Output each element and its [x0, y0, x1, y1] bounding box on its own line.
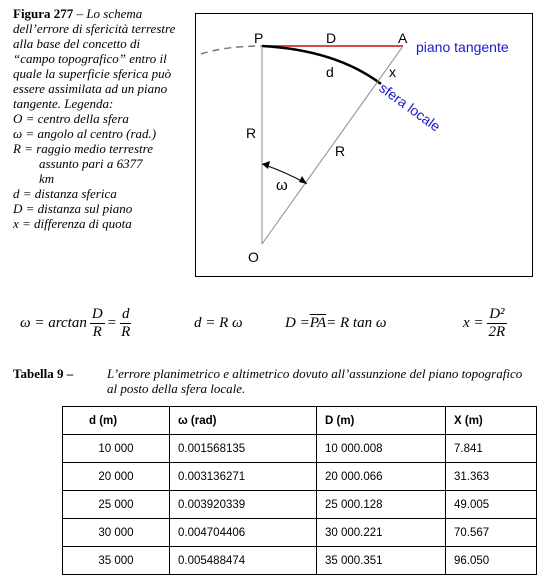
legend-item-r-unit: km: [39, 171, 55, 186]
label-D: D: [326, 30, 337, 46]
legend-item-d: d = distanza sferica: [13, 186, 117, 201]
diagram-svg: [196, 14, 534, 278]
cell-d: 35 000: [63, 547, 170, 575]
legend-item-D: D = distanza sul piano: [13, 201, 133, 216]
cell-x: 96.050: [446, 547, 537, 575]
legend-item-x: x = differenza di quota: [13, 216, 132, 231]
fraction-D-over-R: [90, 306, 105, 341]
sphere-dashed-arc: [201, 46, 262, 54]
cell-x: 31.363: [446, 463, 537, 491]
label-p: P: [254, 30, 264, 46]
formula-D-lhs: D =: [285, 314, 310, 331]
formula-omega-lhs: ω = arctan: [20, 314, 87, 331]
cell-d: 25 000: [63, 491, 170, 519]
figure-caption: [13, 6, 185, 231]
cell-D: 30 000.221: [317, 519, 446, 547]
cell-d: 10 000: [63, 435, 170, 463]
table-row: [63, 547, 537, 575]
error-table: [62, 406, 537, 575]
fraction-den: R: [121, 323, 131, 340]
cell-x: 7.841: [446, 435, 537, 463]
formula-x: [463, 297, 510, 349]
cell-D: 35 000.351: [317, 547, 446, 575]
sphere-arc: [262, 46, 381, 84]
label-r-right: R: [335, 143, 346, 159]
label-r-left: R: [246, 125, 257, 141]
cell-D: 20 000.066: [317, 463, 446, 491]
legend-item-r-cont: assunto pari a 6377: [39, 156, 143, 171]
cell-x: 49.005: [446, 491, 537, 519]
legend-item-o: O = centro della sfera: [13, 111, 129, 126]
header-D: D (m): [317, 407, 446, 435]
figure-label: Figura 277: [13, 6, 74, 21]
legend-item-omega: ω = angolo al centro (rad.): [13, 126, 157, 141]
cell-omega: 0.004704406: [170, 519, 317, 547]
cell-d: 20 000: [63, 463, 170, 491]
omega-arrow-left: [262, 161, 270, 169]
table-row: [63, 435, 537, 463]
cell-x: 70.567: [446, 519, 537, 547]
header-d: d (m): [63, 407, 170, 435]
label-o: O: [248, 249, 259, 265]
table-row: [63, 491, 537, 519]
cell-d: 30 000: [63, 519, 170, 547]
fraction-den: R: [92, 323, 102, 340]
label-omega: ω: [276, 177, 288, 194]
table-description: L’errore planimetrico e altimetrico dovuto all’assunzione del piano topografico al posto della sfera locale.: [107, 366, 523, 396]
fraction-den: 2R: [488, 323, 506, 340]
label-sfera-locale: sfera locale: [376, 79, 444, 135]
fraction-num: D²: [489, 305, 505, 322]
cell-D: 10 000.008: [317, 435, 446, 463]
formulas-row: [0, 297, 550, 349]
formula-D-segment: $\overline{PA}$: [309, 314, 327, 331]
omega-arrow-right: [299, 176, 307, 184]
table-label-dash: –: [63, 366, 74, 381]
fraction-num: D: [91, 305, 103, 322]
table-row: [63, 519, 537, 547]
header-omega: ω (rad): [170, 407, 317, 435]
formula-D: [285, 297, 386, 349]
table-label: [13, 366, 107, 381]
table-label-text: Tabella 9: [13, 366, 64, 381]
cell-omega: 0.001568135: [170, 435, 317, 463]
formula-D-rhs: = R tan ω: [326, 314, 387, 331]
cell-omega: 0.005488474: [170, 547, 317, 575]
table-caption: [13, 366, 538, 396]
label-d: d: [326, 64, 334, 80]
figure-description: – Lo schema dell’errore di sfericità terrestre alla base del concetto di “campo topografico” entro il quale la superficie sferica può essere assimilata ad un piano tangente. Legenda:: [13, 6, 176, 111]
label-a: A: [398, 30, 408, 46]
formula-omega: [20, 297, 135, 349]
legend-item-r: R = raggio medio terrestre: [13, 141, 153, 156]
cell-omega: 0.003920339: [170, 491, 317, 519]
fraction-D2-over-2R: [487, 306, 508, 341]
table-row: [63, 463, 537, 491]
label-piano-tangente: piano tangente: [416, 39, 509, 55]
fraction-d-over-R: [119, 306, 132, 341]
fraction-num: d: [121, 305, 130, 322]
sphericity-diagram: [195, 13, 533, 277]
formula-omega-eq: =: [107, 314, 117, 331]
cell-omega: 0.003136271: [170, 463, 317, 491]
formula-d: d = R ω: [194, 314, 243, 331]
table-header-row: [63, 407, 537, 435]
formula-x-lhs: x =: [463, 314, 484, 331]
label-x: x: [389, 64, 396, 80]
cell-D: 25 000.128: [317, 491, 446, 519]
header-x: X (m): [446, 407, 537, 435]
